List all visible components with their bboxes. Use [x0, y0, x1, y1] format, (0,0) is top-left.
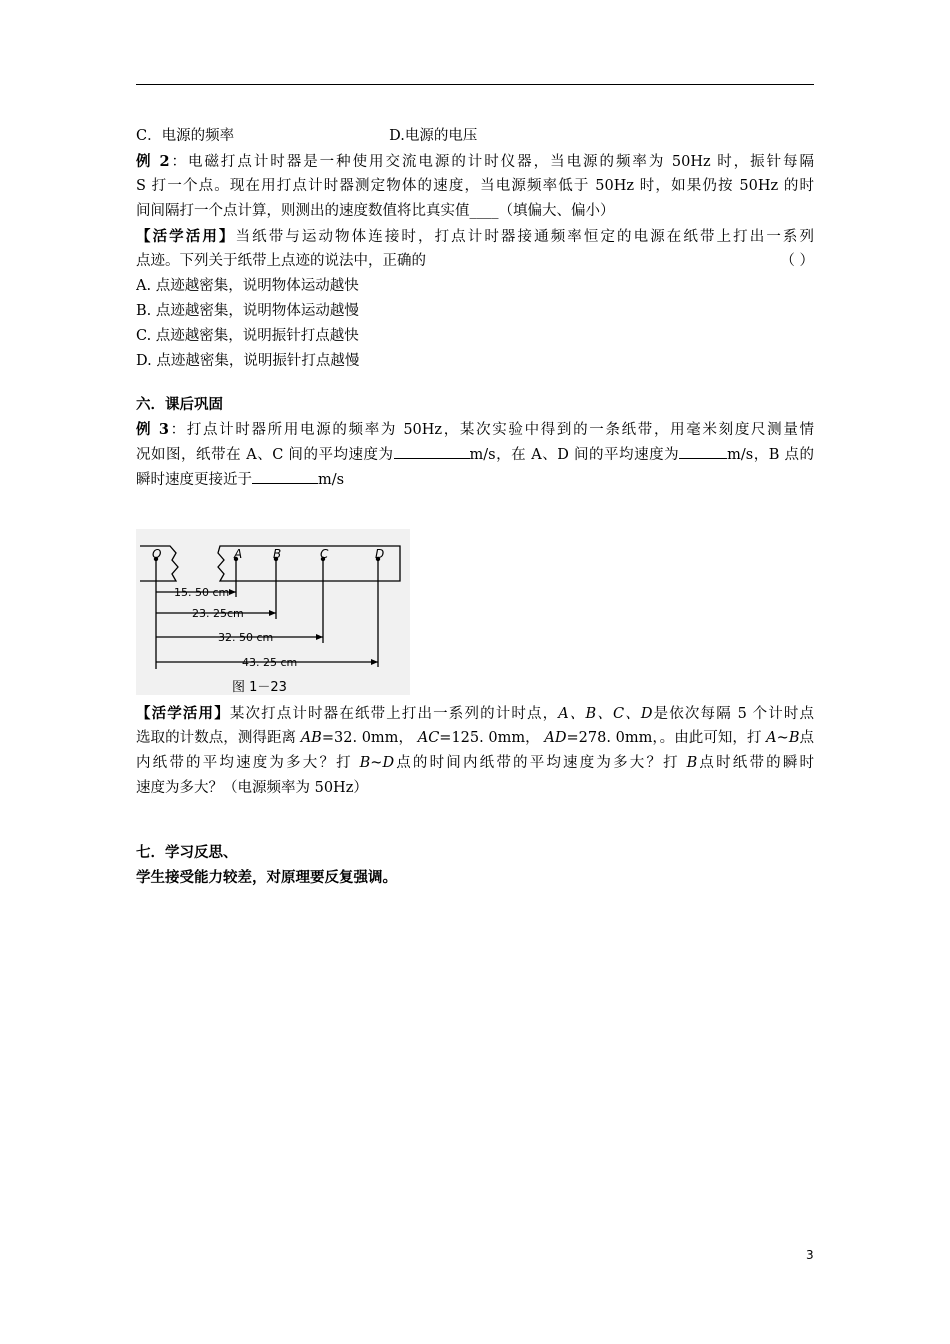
section-7-title: 七．学习反思、	[136, 844, 238, 861]
label-a: A	[234, 547, 243, 561]
section-6-title: 六．课后巩固	[136, 396, 223, 413]
dim-label-od: 43. 25 cm	[242, 656, 298, 669]
example-2-line-2: S 打一个点。现在用打点计时器测定物体的速度，当电源频率低于 50Hz 时，如果仍按 50Hz 的时	[136, 178, 814, 194]
figure-caption: 图 1－23	[232, 680, 287, 695]
example-2-line-1: 例 2：电磁打点计时器是一种使用交流电源的计时仪器，当电源的频率为 50Hz 时，振针每隔	[136, 153, 814, 170]
practice-2-line-2: 选取的计数点，测得距离 AB=32. 0mm， AC=125. 0mm， AD=278. 0mm，。由此可知，打 A~B点	[136, 730, 814, 746]
example-2-label: 例 2	[136, 153, 170, 170]
page-content	[136, 124, 814, 890]
dim-label-oc: 32. 50 cm	[218, 631, 274, 644]
example-3-line-1: 例 3：打点计时器所用电源的频率为 50Hz，某次实验中得到的一条纸带，用毫米刻度尺测量情	[136, 421, 814, 438]
practice-1-line-2: 点迹。下列关于纸带上点迹的说法中，正确的 （ ）	[136, 249, 814, 274]
example-3-label: 例 3	[136, 421, 169, 438]
label-c: C	[320, 547, 329, 561]
arrow-oc	[316, 634, 323, 640]
choice-c: C. 点迹越密集，说明振针打点越快	[136, 328, 359, 344]
choice-d: D. 点迹越密集，说明振针打点越慢	[136, 353, 360, 369]
answer-parentheses: （ ）	[780, 253, 814, 269]
choice-b: B. 点迹越密集，说明物体运动越慢	[136, 303, 359, 319]
choice-a: A. 点迹越密集，说明物体运动越快	[136, 278, 359, 294]
practice-2-line-3: 内纸带的平均速度为多大？打 B~D点的时间内纸带的平均速度为多大？打 B点时纸带的瞬时	[136, 755, 814, 771]
blank-2	[679, 442, 727, 459]
arrow-oa	[229, 589, 236, 595]
dim-label-ob: 23. 25cm	[192, 607, 244, 620]
section-7-text: 学生接受能力较差，对原理要反复强调。	[136, 869, 397, 886]
practice-2-line-1: 【活学活用】某次打点计时器在纸带上打出一系列的计时点，A、B、C、D是依次每隔 5 个计时点	[136, 705, 814, 722]
example-2-line-3: 间间隔打一个点计算，则测出的速度数值将比真实值____（填偏大、偏小）	[136, 203, 615, 219]
tape-diagram	[136, 529, 410, 695]
options-cd	[136, 124, 814, 149]
dim-label-oa: 15. 50 cm	[174, 586, 230, 599]
page-number: 3	[806, 1248, 814, 1262]
practice-2-line-4: 速度为多大？（电源频率为 50Hz）	[136, 780, 368, 796]
practice-1-line-1: 【活学活用】当纸带与运动物体连接时，打点计时器接通频率恒定的电源在纸带上打出一系列	[136, 228, 814, 245]
option-c: C．电源的频率	[136, 128, 235, 144]
example-3-line-3: 瞬时速度更接近于 m/s	[136, 467, 814, 493]
option-d: D.电源的电压	[389, 128, 478, 144]
blank-3	[252, 467, 318, 484]
tape-figure	[136, 529, 410, 695]
label-d: D	[375, 547, 385, 561]
header-rule	[136, 84, 814, 85]
label-o: O	[152, 547, 162, 561]
practice-tag: 【活学活用】	[136, 228, 236, 245]
tape-right-piece	[218, 546, 400, 581]
arrow-ob	[269, 610, 276, 616]
example-3-line-2: 况如图，纸带在 A、C 间的平均速度为 m/s，在 A、D 间的平均速度为 m/s，B 点的	[136, 442, 814, 467]
blank-1	[394, 442, 470, 459]
label-b: B	[273, 547, 282, 561]
arrow-od	[371, 659, 378, 665]
